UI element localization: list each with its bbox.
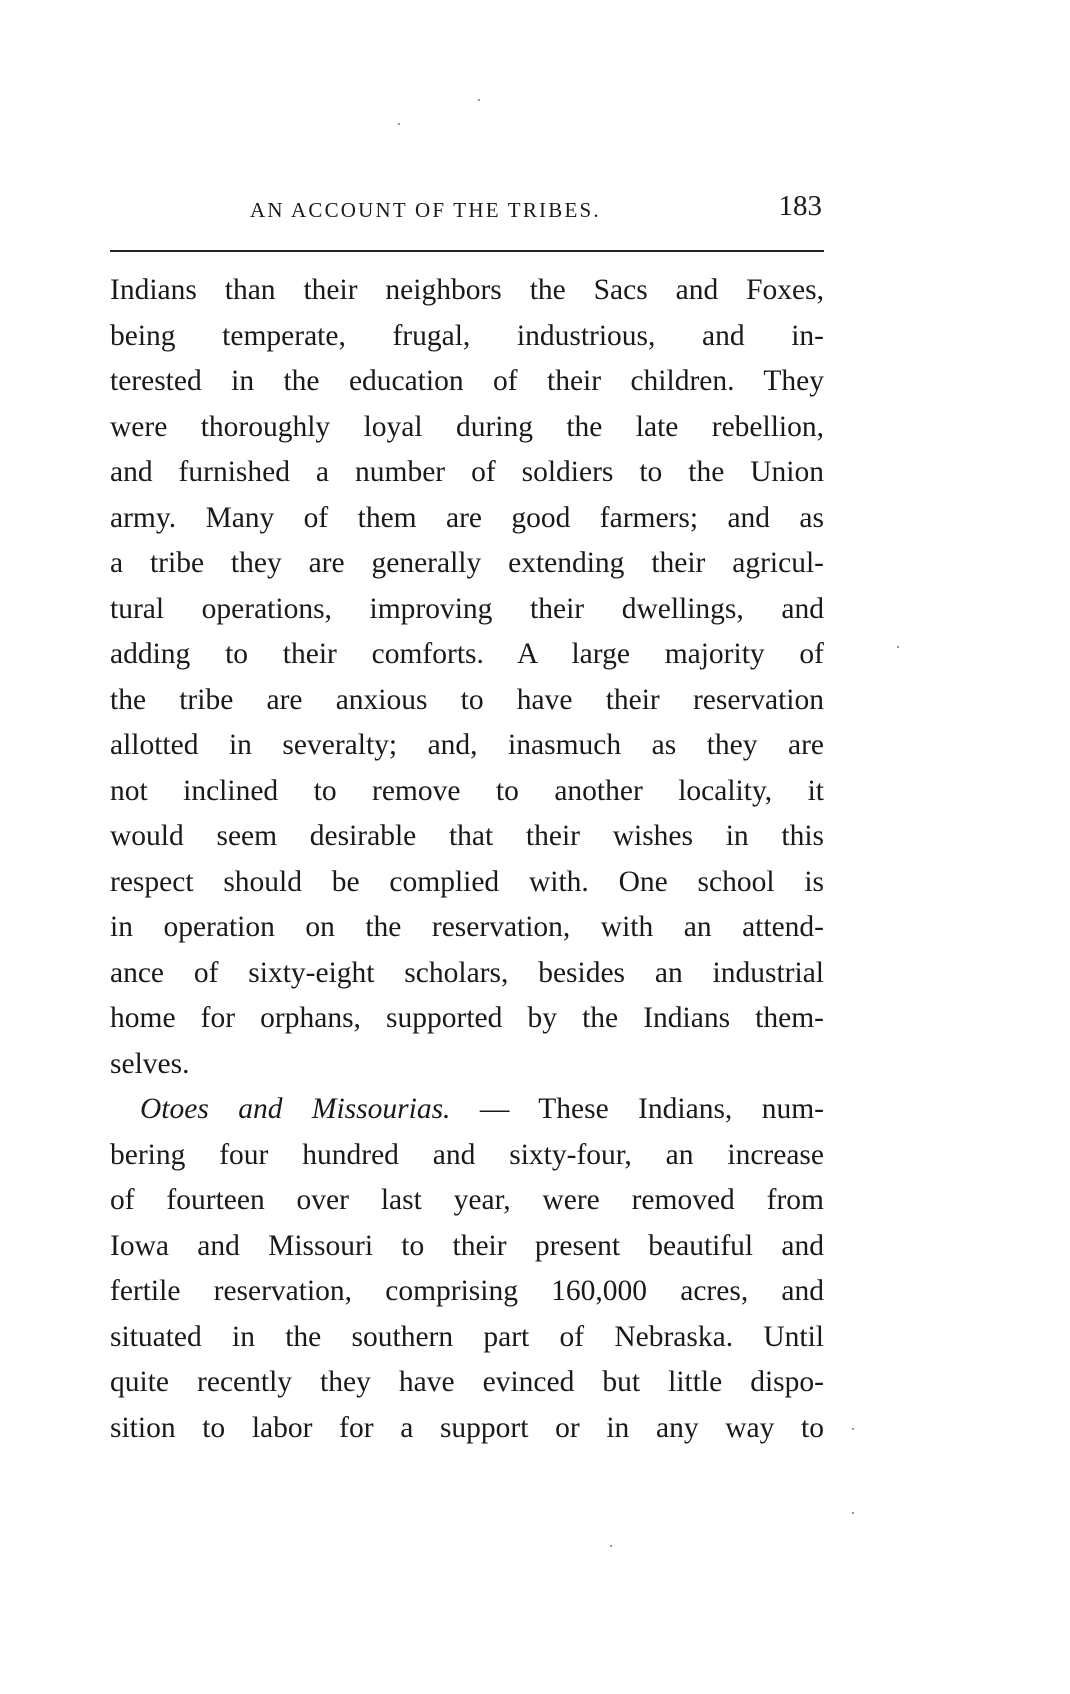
text-line: army. Many of them are good farmers; and as [110, 501, 824, 534]
text-line: not inclined to remove to another locality, it [110, 774, 824, 807]
text-line: respect should be complied with. One school is [110, 865, 824, 898]
text-line: were thoroughly loyal during the late rebellion, [110, 410, 824, 443]
running-head [110, 190, 822, 230]
text-line: the tribe are anxious to have their reservation [110, 683, 824, 716]
paper-speck [852, 1428, 854, 1430]
text-line: sition to labor for a support or in any way to [110, 1411, 824, 1444]
text-line: and furnished a number of soldiers to the Union [110, 456, 824, 488]
text-line: in operation on the reservation, with an attend- [110, 911, 824, 943]
header-rule [110, 250, 824, 252]
paper-speck [398, 123, 400, 125]
paper-speck [852, 1512, 854, 1514]
text-line: home for orphans, supported by the Indians them- [110, 1002, 824, 1034]
text-line [110, 1087, 824, 1133]
text-line: a tribe they are generally extending their agricul- [110, 547, 824, 579]
text-line: of fourteen over last year, were removed from [110, 1184, 824, 1216]
text-fragment: — These Indians, num- [479, 1093, 824, 1125]
text-line: Iowa and Missouri to their present beautiful and [110, 1229, 824, 1262]
text-line: adding to their comforts. A large majority of [110, 638, 824, 670]
text-line: being temperate, frugal, industrious, and in- [110, 319, 824, 352]
text-line: selves. [110, 1047, 190, 1080]
text-line: would seem desirable that their wishes in this [110, 820, 824, 852]
text-line: allotted in severalty; and, inasmuch as they are [110, 729, 824, 761]
paragraph-2 [110, 1087, 824, 1451]
page-number: 183 [778, 190, 822, 222]
body-text [110, 268, 824, 1451]
running-title: AN ACCOUNT OF THE TRIBES. [250, 198, 601, 222]
text-line: bering four hundred and sixty-four, an increase [110, 1138, 824, 1171]
paragraph-1 [110, 268, 824, 1087]
paper-speck [478, 99, 480, 101]
section-heading: Otoes and Missourias. [140, 1093, 451, 1125]
text-line: fertile reservation, comprising 160,000 acres, and [110, 1275, 824, 1307]
text-line: Indians than their neighbors the Sacs and Foxes, [110, 274, 824, 306]
text-line: quite recently they have evinced but little dispo- [110, 1366, 824, 1398]
paper-speck [610, 1545, 612, 1547]
paper-speck [897, 646, 899, 648]
text-line: ance of sixty-eight scholars, besides an industrial [110, 956, 824, 989]
text-line: tural operations, improving their dwellings, and [110, 592, 824, 625]
text-line: situated in the southern part of Nebraska. Until [110, 1320, 824, 1353]
text-line: terested in the education of their children. They [110, 365, 824, 397]
